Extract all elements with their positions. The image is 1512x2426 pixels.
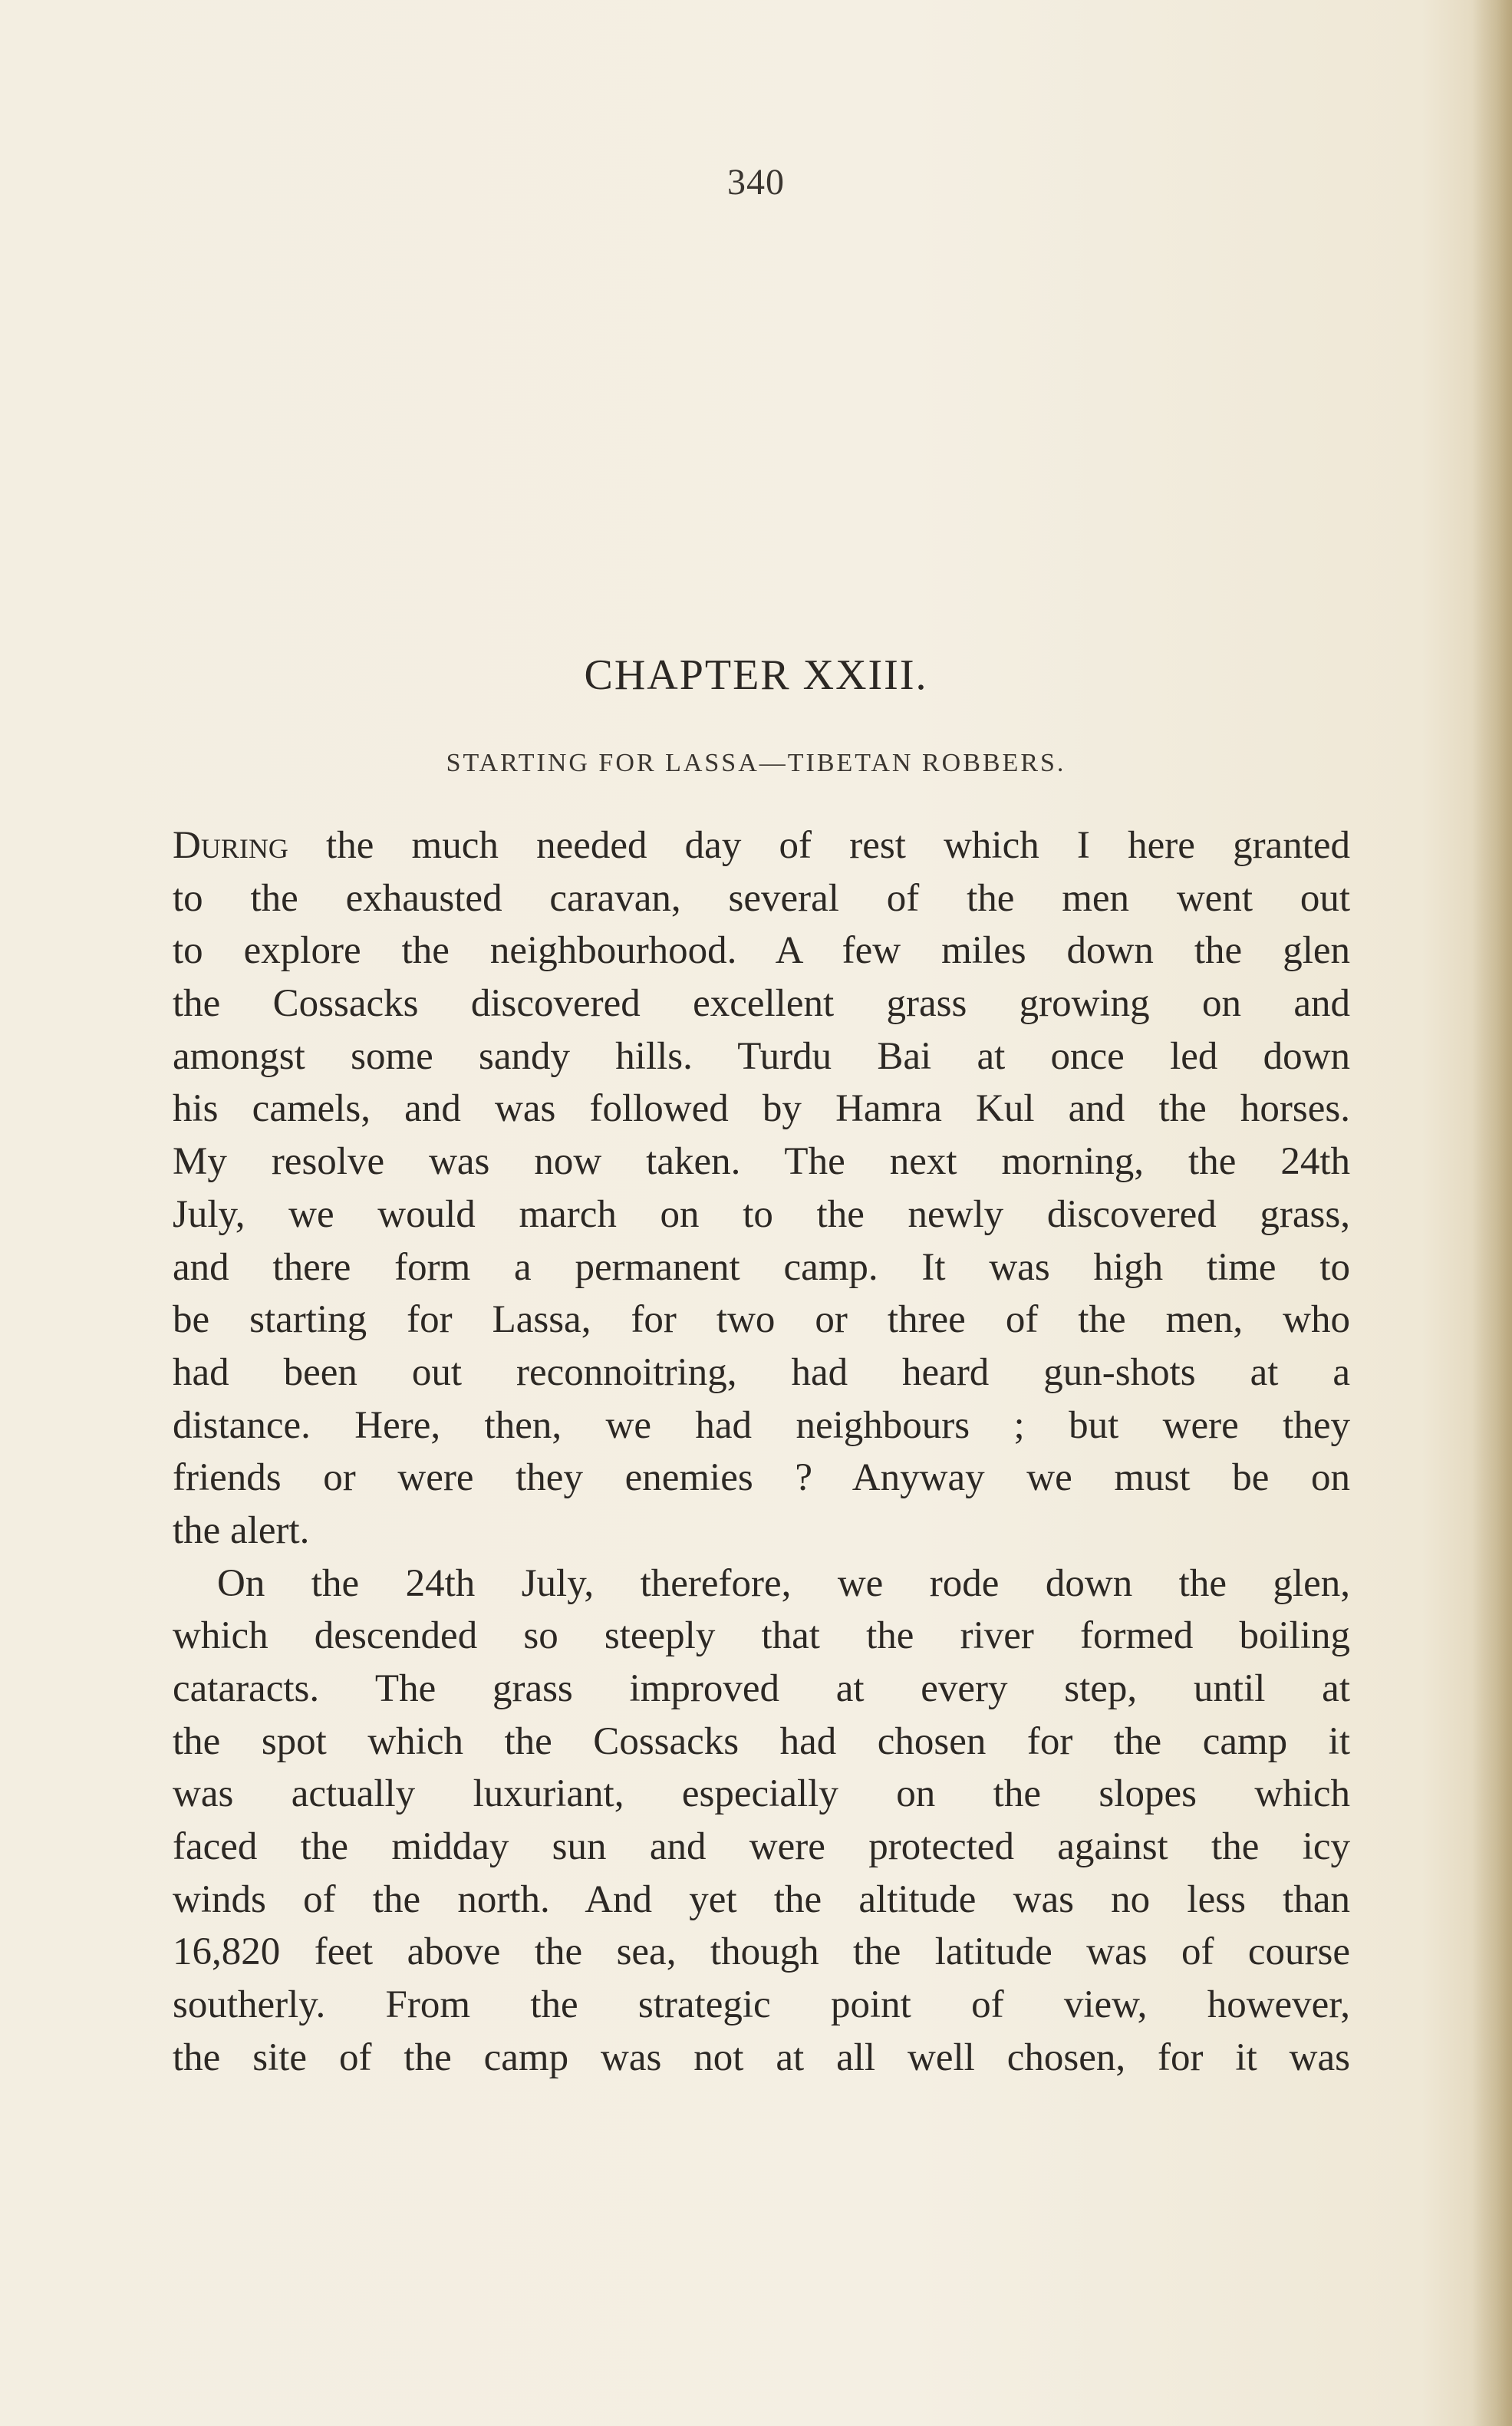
text-line: distance. Here, then, we had neighbours ; but were they — [173, 1403, 1350, 1447]
text-line: southerly. From the strategic point of view, however, — [173, 1983, 1350, 2027]
text-line: be starting for Lassa, for two or three of the men, who — [173, 1298, 1350, 1342]
text-line: and there form a permanent camp. It was high time to — [173, 1245, 1350, 1289]
text-line: My resolve was now taken. The next morning, the 24th — [173, 1140, 1350, 1184]
chapter-subtitle: STARTING FOR LASSA—TIBETAN ROBBERS. — [446, 749, 1066, 777]
text-line: winds of the north. And yet the altitude was no less than — [173, 1877, 1350, 1921]
page-number: 340 — [727, 162, 785, 203]
text-line: July, we would march on to the newly discovered grass, — [173, 1192, 1350, 1236]
text-line: the spot which the Cossacks had chosen for the camp it — [173, 1719, 1350, 1763]
text-line: cataracts. The grass improved at every step, until at — [173, 1667, 1350, 1710]
text-line: had been out reconnoitring, had heard gun-shots at a — [173, 1350, 1350, 1394]
text-line: On the 24th July, therefore, we rode down the glen, — [217, 1561, 1350, 1605]
text-line: his camels, and was followed by Hamra Kul and the horses. — [173, 1087, 1350, 1131]
text-line: to explore the neighbourhood. A few miles down the glen — [173, 929, 1350, 973]
text-line: the alert. — [173, 1508, 310, 1552]
text-line: to the exhausted caravan, several of the men went out — [173, 876, 1350, 920]
chapter-title: CHAPTER XXIII. — [584, 651, 928, 699]
text-line: was actually luxuriant, especially on the slopes which — [173, 1772, 1350, 1816]
text-line: the site of the camp was not at all well chosen, for it was — [173, 2035, 1350, 2079]
text-line: the Cossacks discovered excellent grass growing on and — [173, 982, 1350, 1026]
page-edge — [1472, 0, 1512, 2426]
text-line: friends or were they enemies ? Anyway we must be on — [173, 1456, 1350, 1500]
text-line: During the much needed day of rest which I here granted — [173, 824, 1350, 867]
body-text — [173, 819, 1350, 2085]
text-line: faced the midday sun and were protected against the icy — [173, 1825, 1350, 1869]
text-line: which descended so steeply that the river formed boiling — [173, 1614, 1350, 1658]
text-line: amongst some sandy hills. Turdu Bai at once led down — [173, 1034, 1350, 1078]
text-line: 16,820 feet above the sea, though the latitude was of course — [173, 1930, 1350, 1974]
